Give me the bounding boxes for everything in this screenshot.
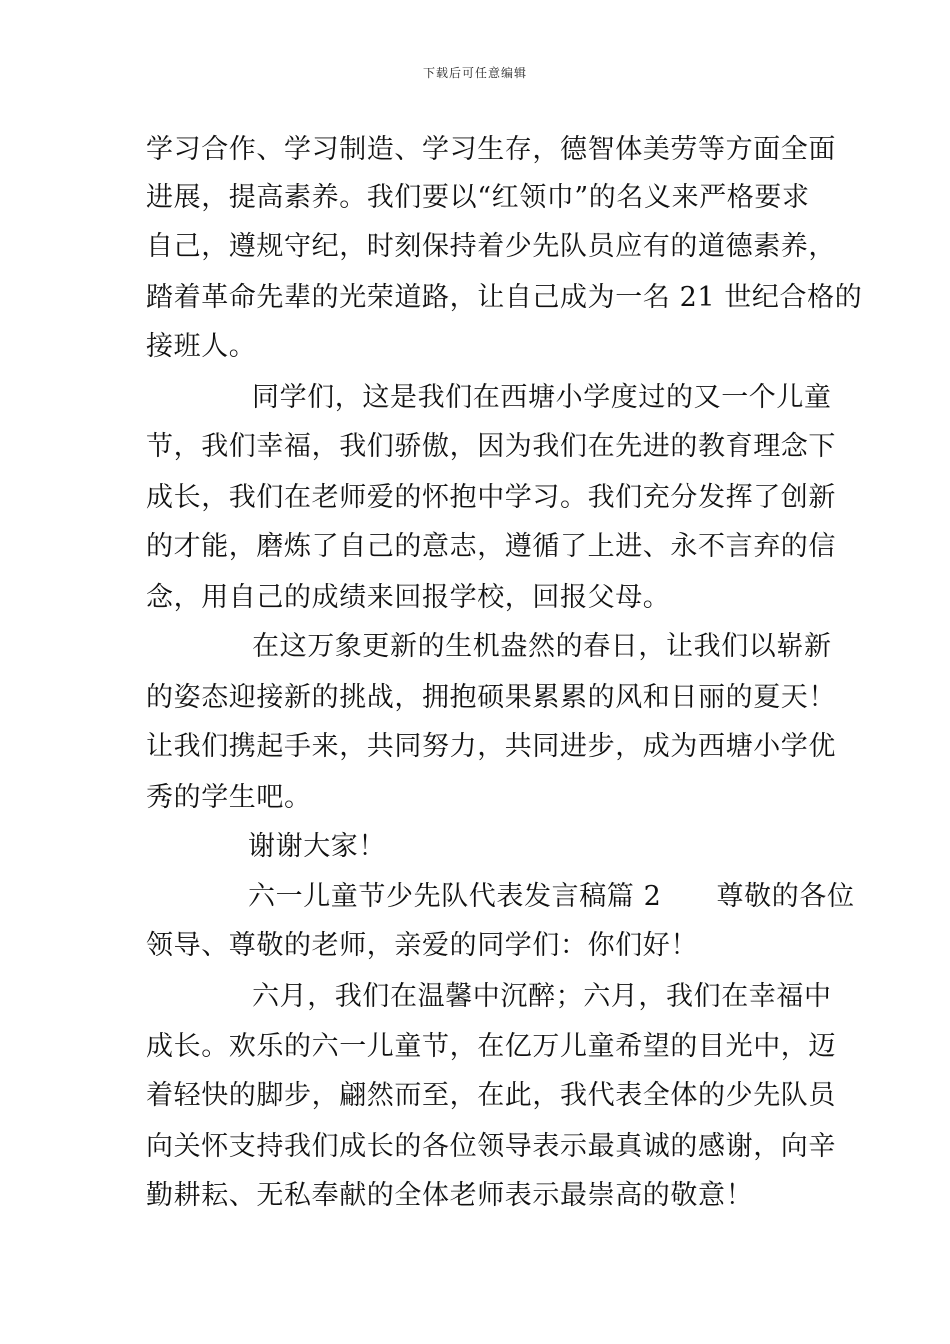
paragraph-line: 学习合作、学习制造、学习生存，德智体美劳等方面全面 bbox=[146, 134, 836, 165]
paragraph-line: 六月，我们在温馨中沉醉；六月，我们在幸福中 bbox=[252, 981, 832, 1012]
paragraph-line: 的姿态迎接新的挑战，拥抱硕果累累的风和日丽的夏天！ bbox=[146, 682, 836, 713]
paragraph-line: 接班人。 bbox=[146, 331, 257, 362]
page-header: 下载后可任意编辑 bbox=[422, 66, 527, 80]
paragraph-line: 同学们，这是我们在西塘小学度过的又一个儿童 bbox=[252, 382, 832, 413]
paragraph-line: 勤耕耘、无私奉献的全体老师表示最崇高的敬意！ bbox=[146, 1180, 754, 1211]
paragraph-line: 成长，我们在老师爱的怀抱中学习。我们充分发挥了创新 bbox=[146, 482, 836, 513]
paragraph-line: 向关怀支持我们成长的各位领导表示最真诚的感谢，向辛 bbox=[146, 1131, 836, 1162]
paragraph-line: 的才能，磨炼了自己的意志，遵循了上进、永不言弃的信 bbox=[146, 531, 836, 562]
paragraph-line: 进展，提高素养。我们要以“红领巾”的名义来严格要求 bbox=[146, 182, 810, 213]
section-title-line: 六一儿童节少先队代表发言稿篇 2 尊敬的各位 bbox=[248, 881, 855, 912]
paragraph-line: 成长。欢乐的六一儿童节，在亿万儿童希望的目光中，迈 bbox=[146, 1031, 836, 1062]
paragraph-line: 节，我们幸福，我们骄傲，因为我们在先进的教育理念下 bbox=[146, 431, 836, 462]
paragraph-line: 在这万象更新的生机盎然的春日，让我们以崭新 bbox=[252, 631, 832, 662]
paragraph-line: 让我们携起手来，共同努力，共同进步，成为西塘小学优 bbox=[146, 731, 836, 762]
paragraph-line: 领导、尊敬的老师，亲爱的同学们：你们好！ bbox=[146, 930, 698, 961]
closing-line: 谢谢大家！ bbox=[248, 831, 386, 862]
paragraph-line: 着轻快的脚步，翩然而至，在此，我代表全体的少先队员 bbox=[146, 1080, 836, 1111]
paragraph-line: 念，用自己的成绩来回报学校，回报父母。 bbox=[146, 582, 671, 613]
paragraph-line: 踏着革命先辈的光荣道路，让自己成为一名 21 世纪合格的 bbox=[146, 282, 863, 313]
paragraph-line: 自己，遵规守纪，时刻保持着少先队员应有的道德素养， bbox=[146, 231, 836, 262]
paragraph-line: 秀的学生吧。 bbox=[146, 782, 312, 813]
